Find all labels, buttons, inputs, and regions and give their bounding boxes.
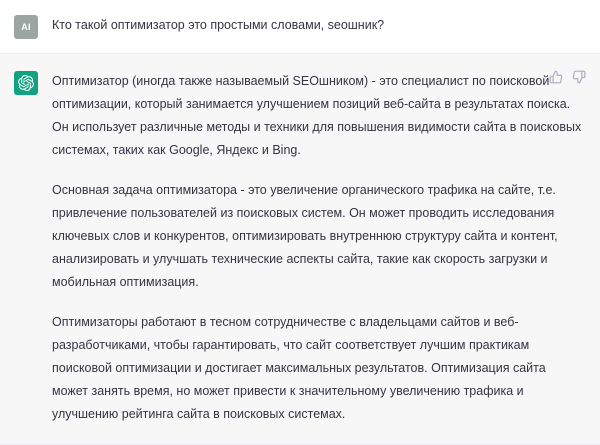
assistant-avatar <box>14 71 38 95</box>
user-message <box>0 0 600 53</box>
assistant-paragraph: Оптимизаторы работают в тесном сотрудничестве с владельцами сайтов и веб-разработчиками, чтобы гарантировать, что сайт соответствует лучшим практикам поисковой оптимизации и достигает максимальных результатов. Оптимизация сайта может занять время, но может привести к значительному увеличению трафика и улучшению рейтинга сайта в поисковых системах. <box>52 315 546 421</box>
user-message-text: Кто такой оптимизатор это простыми словами, seoшник? <box>52 18 385 32</box>
assistant-paragraph: Оптимизатор (иногда также называемый SEOшником) - это специалист по поисковой оптимизации, который занимается улучшением позиций веб-сайта в результатах поиска. Он использует различные методы и техники для повышения видимости сайта в поисковых системах, таких как Google, Яндекс и Bing. <box>52 74 582 157</box>
thumbs-down-icon[interactable] <box>572 70 586 84</box>
assistant-message-text <box>52 70 582 426</box>
user-avatar <box>14 15 38 39</box>
assistant-message <box>0 53 600 445</box>
thumbs-up-icon[interactable] <box>549 70 563 84</box>
openai-logo-icon <box>18 75 34 91</box>
assistant-paragraph: Основная задача оптимизатора - это увеличение органического трафика на сайте, т.е. привлечение пользователей из поисковых систем. Он может проводить исследования ключевых слов и конкурентов, оптимизировать внутреннюю структуру сайта и контент, анализировать и улучшать технические аспекты сайта, такие как скорость загрузки и мобильная оптимизация. <box>52 183 558 289</box>
message-actions <box>549 70 586 84</box>
user-avatar-label: AI <box>21 22 31 32</box>
